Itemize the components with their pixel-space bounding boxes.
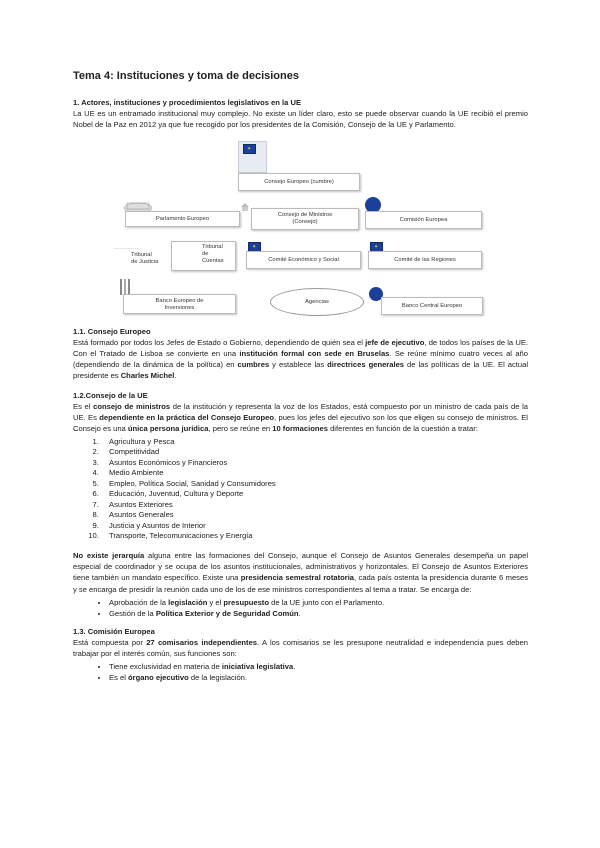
box-comite-eco [246, 251, 361, 269]
box-banco-central [381, 297, 483, 315]
box-comision [365, 211, 482, 229]
label-banco-inversiones-sub: Inversiones [164, 304, 195, 311]
box-consejo-europeo [238, 173, 360, 191]
page-title: Tema 4: Instituciones y toma de decisiones [73, 70, 299, 82]
list-item: 1. Agricultura y Pesca [101, 437, 528, 448]
list-item: 7. Asuntos Exteriores [101, 500, 528, 511]
eu-flag-icon [243, 144, 256, 154]
institutions-diagram [73, 141, 528, 319]
label-comite-regiones: Comité de las Regiones [394, 256, 456, 263]
list-item: • Es el órgano ejecutivo de la legislación. [109, 672, 528, 683]
label-consejo-ministros: Consejo de Ministros [277, 211, 333, 218]
bei-building-icon [119, 279, 131, 295]
list-item: 9. Justicia y Asuntos de Interior [101, 521, 528, 532]
label-parlamento: Parlamento Europeo [155, 215, 210, 222]
box-comite-regiones [368, 251, 482, 269]
comision-functions-list [73, 661, 528, 683]
label-tribunal-justicia-sub: de Justicia [131, 258, 159, 265]
list-item: 10. Transporte, Telecomunicaciones y Energía [101, 531, 528, 542]
label-comite-eco: Comité Económico y Social [268, 256, 339, 263]
section-heading-1-3: 1.3. Comisión Europea [73, 626, 155, 636]
label-agencias: Agencias [305, 298, 329, 305]
section-1-2-paragraph-2: No existe jerarquía alguna entre las formaciones del Consejo, aunque el Consejo de Asuntos Generales desempeña un papel especial de coordinador y se ocupa de los asuntos institucionales, administrativos y horizontales. El Consejo de Asuntos Exteriores tiene también un mandato específico. Existe una presidencia semestral rotatoria, cada país ostenta la presidencia durante 6 meses y se encarga de presidir la reunión cada uno de los de ese ministros correspondientes al tema a tratar. Se encarga de: [73, 550, 529, 594]
label-banco-central: Banco Central Europeo [401, 302, 463, 309]
box-tribunal-justicia [113, 249, 163, 269]
label-banco-inversiones: Banco Europeo de [155, 297, 204, 304]
section-1-1-paragraph: Está formado por todos los Jefes de Estado o Gobierno, dependiendo de quién sea el jefe de ejecutivo, de todos los países de la UE. Con el Tratado de Lisboa se convierte en una institución formal con sede en Bruselas. Se reúne mínimo cuatro veces al año (dependiendo de la dinámica de la política) en cumbres y establece las directrices generales de las políticas de la UE. El actual presidente es Charles Michel. [73, 337, 529, 381]
list-item: 8. Asuntos Generales [101, 510, 528, 521]
section-1-3-paragraph: Está compuesta por 27 comisarios independientes. A los comisarios se les presupone neutralidad e independencia pues deben trabajar por el interés común, sus funciones son: [73, 637, 528, 659]
label-consejo-europeo: Consejo Europeo (cumbre) [264, 178, 334, 185]
list-item: 3. Asuntos Económicos y Financieros [101, 458, 528, 469]
list-item: 2. Competitividad [101, 447, 528, 458]
list-item: • Gestión de la Política Exterior y de Seguridad Común. [109, 608, 528, 619]
label-tribunal-cuentas-mid: de [202, 250, 209, 257]
section-heading-1-1: 1.1. Consejo Europeo [73, 326, 151, 336]
box-consejo-ministros [251, 208, 359, 230]
label-consejo-ministros-sub: (Consejo) [292, 218, 318, 225]
label-tribunal-justicia: Tribunal [131, 251, 152, 258]
section-heading-1-2: 1.2.Consejo de la UE [73, 390, 148, 400]
label-comision: Comisión Europea [399, 216, 448, 223]
section-heading-1: 1. Actores, instituciones y procedimientos legislativos en la UE [73, 98, 302, 107]
label-tribunal-cuentas-sub: Cuentas [202, 257, 224, 264]
label-tribunal-cuentas: Tribunal [202, 243, 223, 250]
oval-agencias [270, 288, 364, 316]
section-1-2-paragraph: Es el consejo de ministros de la institución y representa la voz de los Estados, está compuesto por un ministro de cada país de la UE. Es dependiente en la práctica del Consejo Europeo, pues los jefes del ejecutivo son los que eligen su consejo de ministros. El Consejo es una única persona jurídica, pero se reúne en 10 formaciones diferentes en función de la cuestión a tratar: [73, 401, 528, 434]
list-item: 5. Empleo, Política Social, Sanidad y Consumidores [101, 479, 528, 490]
formaciones-list [73, 437, 528, 542]
document-page [73, 70, 528, 691]
list-item: 4. Medio Ambiente [101, 468, 528, 479]
council-building-icon [240, 199, 250, 209]
consejo-functions-list [73, 597, 528, 619]
box-banco-inversiones [123, 294, 236, 314]
box-tribunal-cuentas [171, 241, 236, 271]
list-item: • Tiene exclusividad en materia de iniciativa legislativa. [109, 661, 528, 672]
list-item: • Aprobación de la legislación y el presupuesto de la UE junto con el Parlamento. [109, 597, 528, 608]
list-item: 6. Educación, Juventud, Cultura y Deporte [101, 489, 528, 500]
section-1-paragraph: La UE es un entramado institucional muy complejo. No existe un líder claro, esto se puede observar cuando la UE recibió el premio Nobel de la Paz en 2012 ya que fue recogido por los presidentes de la Comisión, Consejo de la UE y Parlamento. [73, 109, 528, 130]
box-parlamento [125, 211, 240, 227]
